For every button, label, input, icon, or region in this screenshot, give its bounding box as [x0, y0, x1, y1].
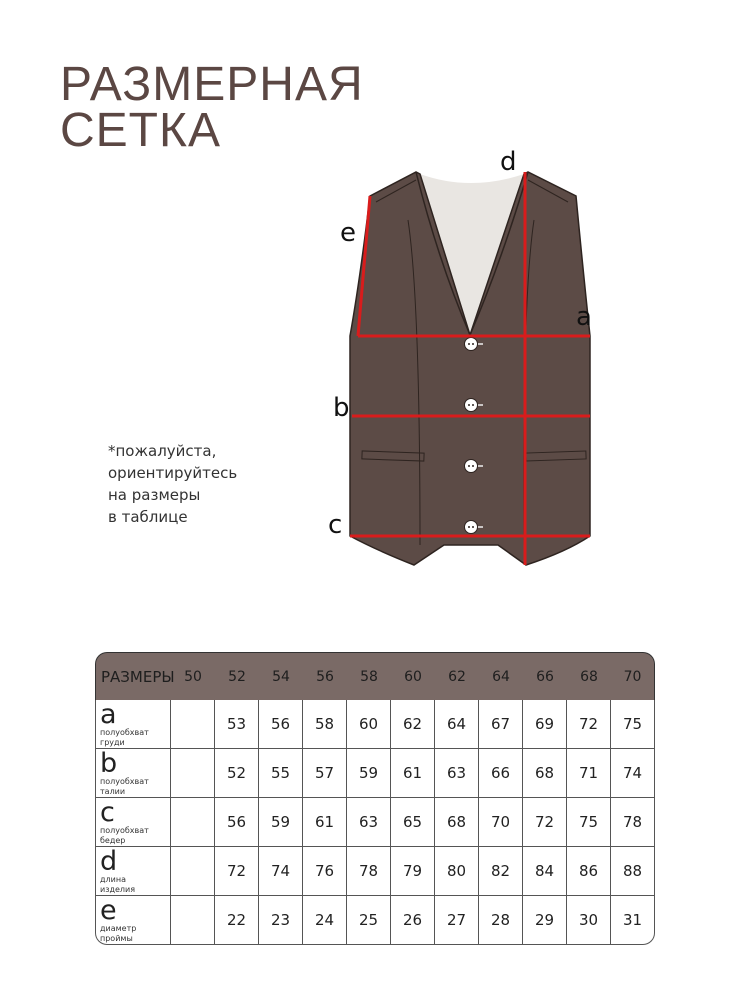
cell: 22	[215, 896, 259, 945]
cell: 66	[479, 749, 523, 798]
cell: 27	[435, 896, 479, 945]
row-description	[100, 924, 156, 944]
row-letter: a	[100, 698, 117, 730]
table-row	[95, 847, 655, 896]
cell: 72	[523, 798, 567, 847]
desc-line: полуобхват	[100, 727, 149, 737]
cell: 75	[567, 798, 611, 847]
cell: 30	[567, 896, 611, 945]
cell: 84	[523, 847, 567, 896]
cell: 72	[215, 847, 259, 896]
size-52: 52	[215, 652, 259, 700]
size-62: 62	[435, 652, 479, 700]
note-line-4: в таблице	[108, 508, 188, 526]
cell: 29	[523, 896, 567, 945]
cell: 64	[435, 700, 479, 749]
cell: 60	[347, 700, 391, 749]
table-row	[95, 700, 655, 749]
row-description	[100, 777, 156, 797]
cell	[171, 749, 215, 798]
note-line-3: на размеры	[108, 486, 201, 504]
page-title	[60, 58, 364, 157]
header-label: РАЗМЕРЫ	[95, 652, 171, 700]
row-letter: e	[100, 894, 117, 926]
size-64: 64	[479, 652, 523, 700]
cell: 76	[303, 847, 347, 896]
size-note	[108, 440, 237, 528]
label-b: b	[333, 393, 350, 423]
cell	[171, 896, 215, 945]
label-c: c	[328, 510, 343, 540]
cell: 75	[611, 700, 655, 749]
cell: 82	[479, 847, 523, 896]
cell	[171, 798, 215, 847]
row-description	[100, 826, 156, 846]
table-row	[95, 896, 655, 945]
cell: 55	[259, 749, 303, 798]
cell: 58	[303, 700, 347, 749]
cell: 88	[611, 847, 655, 896]
label-e: e	[340, 218, 356, 248]
desc-line: длина	[100, 874, 126, 884]
size-60: 60	[391, 652, 435, 700]
size-70: 70	[611, 652, 655, 700]
cell: 71	[567, 749, 611, 798]
label-d: d	[500, 147, 517, 177]
cell: 56	[259, 700, 303, 749]
desc-line: бедер	[100, 835, 126, 845]
cell: 79	[391, 847, 435, 896]
table-row	[95, 749, 655, 798]
cell: 57	[303, 749, 347, 798]
row-label	[95, 749, 171, 798]
vest-diagram	[320, 140, 620, 580]
cell: 78	[347, 847, 391, 896]
cell: 59	[259, 798, 303, 847]
size-68: 68	[567, 652, 611, 700]
cell: 56	[215, 798, 259, 847]
size-table	[95, 652, 655, 945]
cell: 63	[347, 798, 391, 847]
cell: 80	[435, 847, 479, 896]
cell: 59	[347, 749, 391, 798]
cell: 68	[523, 749, 567, 798]
cell: 62	[391, 700, 435, 749]
cell: 74	[611, 749, 655, 798]
cell: 52	[215, 749, 259, 798]
note-line-1: *пожалуйста,	[108, 442, 217, 460]
row-label	[95, 798, 171, 847]
cell: 78	[611, 798, 655, 847]
cell: 70	[479, 798, 523, 847]
cell: 61	[391, 749, 435, 798]
cell: 23	[259, 896, 303, 945]
row-description	[100, 875, 156, 895]
desc-line: талии	[100, 786, 126, 796]
cell: 28	[479, 896, 523, 945]
cell	[171, 700, 215, 749]
cell: 25	[347, 896, 391, 945]
cell: 72	[567, 700, 611, 749]
row-letter: d	[100, 845, 118, 877]
size-50: 50	[171, 652, 215, 700]
row-letter: b	[100, 747, 118, 779]
row-label	[95, 700, 171, 749]
label-a: a	[576, 302, 592, 332]
desc-line: полуобхват	[100, 776, 149, 786]
cell: 24	[303, 896, 347, 945]
row-description	[100, 728, 156, 748]
cell: 67	[479, 700, 523, 749]
cell: 26	[391, 896, 435, 945]
cell: 69	[523, 700, 567, 749]
cell: 68	[435, 798, 479, 847]
size-54: 54	[259, 652, 303, 700]
size-header-row	[95, 652, 655, 700]
cell: 86	[567, 847, 611, 896]
cell: 74	[259, 847, 303, 896]
table-row	[95, 798, 655, 847]
cell: 31	[611, 896, 655, 945]
size-58: 58	[347, 652, 391, 700]
row-label	[95, 847, 171, 896]
row-label	[95, 896, 171, 945]
cell: 61	[303, 798, 347, 847]
cell	[171, 847, 215, 896]
size-66: 66	[523, 652, 567, 700]
cell: 63	[435, 749, 479, 798]
desc-line: диаметр	[100, 923, 137, 933]
row-letter: c	[100, 796, 115, 828]
desc-line: полуобхват	[100, 825, 149, 835]
desc-line: груди	[100, 737, 125, 747]
cell: 53	[215, 700, 259, 749]
desc-line: проймы	[100, 933, 133, 943]
title-line-1: РАЗМЕРНАЯ	[60, 58, 364, 111]
size-56: 56	[303, 652, 347, 700]
cell: 65	[391, 798, 435, 847]
title-line-2: СЕТКА	[60, 104, 221, 157]
desc-line: изделия	[100, 884, 136, 894]
note-line-2: ориентируйтесь	[108, 464, 238, 482]
